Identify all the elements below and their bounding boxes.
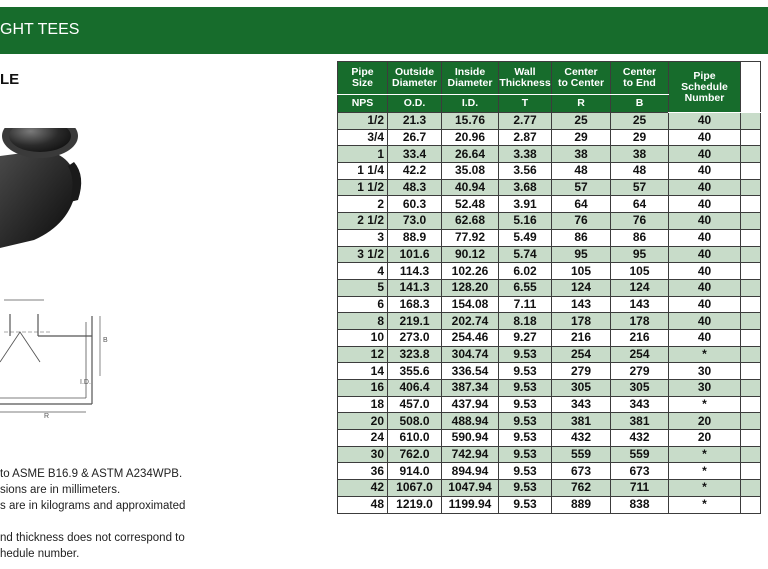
- cell-od: 610.0: [388, 430, 442, 447]
- cell-extra: [741, 146, 761, 163]
- cell-nps: 2: [338, 196, 388, 213]
- note-line: to ASME B16.9 & ASTM A234WPB.: [0, 468, 183, 480]
- header-schedule: Pipe Schedule Number: [669, 62, 741, 113]
- note-line: s are in kilograms and approximated: [0, 500, 186, 512]
- section-heading: LE: [0, 71, 20, 88]
- cell-r: 673: [552, 463, 611, 480]
- cell-od: 219.1: [388, 313, 442, 330]
- cell-nps: 30: [338, 446, 388, 463]
- cell-nps: 1: [338, 146, 388, 163]
- cell-id: 304.74: [442, 346, 499, 363]
- note-line: sions are in millimeters.: [0, 484, 121, 496]
- cell-t: 3.68: [499, 179, 552, 196]
- cell-nps: 48: [338, 496, 388, 513]
- cell-t: 9.27: [499, 329, 552, 346]
- subheader-b: B: [611, 95, 669, 113]
- cell-b: 381: [611, 413, 669, 430]
- cell-b: 25: [611, 113, 669, 130]
- cell-r: 381: [552, 413, 611, 430]
- cell-b: 76: [611, 213, 669, 230]
- cell-extra: [741, 246, 761, 263]
- cell-t: 9.53: [499, 346, 552, 363]
- header-nps: Pipe Size: [338, 62, 388, 95]
- table-row: [338, 346, 761, 363]
- cell-r: 29: [552, 129, 611, 146]
- cell-nps: 4: [338, 263, 388, 280]
- cell-od: 42.2: [388, 163, 442, 180]
- cell-b: 105: [611, 263, 669, 280]
- cell-t: 8.18: [499, 313, 552, 330]
- cell-id: 102.26: [442, 263, 499, 280]
- cell-extra: [741, 113, 761, 130]
- cell-nps: 1 1/4: [338, 163, 388, 180]
- cell-extra: [741, 163, 761, 180]
- cell-t: 9.53: [499, 363, 552, 380]
- cell-id: 62.68: [442, 213, 499, 230]
- cell-r: 64: [552, 196, 611, 213]
- cell-id: 35.08: [442, 163, 499, 180]
- cell-t: 7.11: [499, 296, 552, 313]
- subheader-nps: NPS: [338, 95, 388, 113]
- cell-nps: 6: [338, 296, 388, 313]
- cell-id: 1047.94: [442, 480, 499, 497]
- cell-schedule: 40: [669, 313, 741, 330]
- cell-extra: [741, 179, 761, 196]
- cell-extra: [741, 363, 761, 380]
- table-row: [338, 279, 761, 296]
- cell-t: 9.53: [499, 396, 552, 413]
- cell-extra: [741, 396, 761, 413]
- cell-t: 9.53: [499, 480, 552, 497]
- cell-t: 6.02: [499, 263, 552, 280]
- cell-id: 52.48: [442, 196, 499, 213]
- cell-id: 488.94: [442, 413, 499, 430]
- cell-t: 9.53: [499, 446, 552, 463]
- cell-od: 26.7: [388, 129, 442, 146]
- table-row: [338, 246, 761, 263]
- cell-b: 124: [611, 279, 669, 296]
- table-row: [338, 496, 761, 513]
- cell-schedule: 40: [669, 213, 741, 230]
- cell-schedule: 20: [669, 413, 741, 430]
- cell-extra: [741, 346, 761, 363]
- subheader-id: I.D.: [442, 95, 499, 113]
- cell-schedule: 40: [669, 196, 741, 213]
- cell-t: 5.74: [499, 246, 552, 263]
- cell-r: 178: [552, 313, 611, 330]
- cell-schedule: 20: [669, 430, 741, 447]
- cell-nps: 3: [338, 229, 388, 246]
- cell-od: 1067.0: [388, 480, 442, 497]
- cell-od: 323.8: [388, 346, 442, 363]
- cell-nps: 16: [338, 380, 388, 397]
- cell-nps: 1 1/2: [338, 179, 388, 196]
- cell-r: 762: [552, 480, 611, 497]
- cell-od: 48.3: [388, 179, 442, 196]
- cell-id: 590.94: [442, 430, 499, 447]
- cell-b: 95: [611, 246, 669, 263]
- cell-t: 3.38: [499, 146, 552, 163]
- cell-extra: [741, 296, 761, 313]
- cell-od: 60.3: [388, 196, 442, 213]
- cell-b: 38: [611, 146, 669, 163]
- cell-b: 143: [611, 296, 669, 313]
- cell-t: 6.55: [499, 279, 552, 296]
- cell-od: 141.3: [388, 279, 442, 296]
- cell-b: 216: [611, 329, 669, 346]
- cell-id: 77.92: [442, 229, 499, 246]
- cell-schedule: 40: [669, 296, 741, 313]
- table-row: [338, 146, 761, 163]
- cell-id: 1199.94: [442, 496, 499, 513]
- header-bar: [0, 7, 768, 54]
- cell-r: 216: [552, 329, 611, 346]
- cell-extra: [741, 279, 761, 296]
- cell-extra: [741, 496, 761, 513]
- cell-id: 40.94: [442, 179, 499, 196]
- subheader-r: R: [552, 95, 611, 113]
- cell-od: 33.4: [388, 146, 442, 163]
- cell-id: 26.64: [442, 146, 499, 163]
- cell-schedule: *: [669, 480, 741, 497]
- cell-schedule: 40: [669, 129, 741, 146]
- cell-r: 432: [552, 430, 611, 447]
- cell-b: 559: [611, 446, 669, 463]
- cell-r: 889: [552, 496, 611, 513]
- table-row: [338, 179, 761, 196]
- cell-schedule: 40: [669, 263, 741, 280]
- tee-photo-icon: [0, 128, 90, 278]
- cell-b: 838: [611, 496, 669, 513]
- table-row: [338, 396, 761, 413]
- table-row: [338, 430, 761, 447]
- cell-b: 305: [611, 380, 669, 397]
- cell-schedule: 40: [669, 179, 741, 196]
- cell-nps: 24: [338, 430, 388, 447]
- table-row: [338, 213, 761, 230]
- cell-id: 20.96: [442, 129, 499, 146]
- cell-nps: 12: [338, 346, 388, 363]
- table-row: [338, 113, 761, 130]
- cell-id: 437.94: [442, 396, 499, 413]
- cell-od: 101.6: [388, 246, 442, 263]
- drawing-label-r: R: [44, 413, 50, 420]
- table-row: [338, 129, 761, 146]
- cell-extra: [741, 329, 761, 346]
- cell-nps: 20: [338, 413, 388, 430]
- cell-t: 2.77: [499, 113, 552, 130]
- cell-nps: 3/4: [338, 129, 388, 146]
- cell-id: 154.08: [442, 296, 499, 313]
- table-row: [338, 363, 761, 380]
- cell-id: 336.54: [442, 363, 499, 380]
- cell-r: 38: [552, 146, 611, 163]
- subheader-od: O.D.: [388, 95, 442, 113]
- cell-t: 9.53: [499, 413, 552, 430]
- cell-schedule: 40: [669, 113, 741, 130]
- header-b: Center to End: [611, 62, 669, 95]
- cell-nps: 14: [338, 363, 388, 380]
- cell-id: 202.74: [442, 313, 499, 330]
- header-r: Center to Center: [552, 62, 611, 95]
- header-id: Inside Diameter: [442, 62, 499, 95]
- cell-nps: 5: [338, 279, 388, 296]
- cell-schedule: *: [669, 463, 741, 480]
- cell-id: 742.94: [442, 446, 499, 463]
- cell-schedule: 40: [669, 279, 741, 296]
- cell-od: 762.0: [388, 446, 442, 463]
- cell-schedule: 30: [669, 380, 741, 397]
- cell-t: 9.53: [499, 463, 552, 480]
- table-row: [338, 480, 761, 497]
- cell-id: 128.20: [442, 279, 499, 296]
- cell-id: 254.46: [442, 329, 499, 346]
- cell-extra: [741, 229, 761, 246]
- note-line: hedule number.: [0, 548, 80, 560]
- header-t: Wall Thickness: [499, 62, 552, 95]
- cell-extra: [741, 263, 761, 280]
- cell-t: 9.53: [499, 380, 552, 397]
- cell-schedule: *: [669, 446, 741, 463]
- cell-b: 343: [611, 396, 669, 413]
- page-title: GHT TEES: [0, 21, 80, 38]
- cell-id: 894.94: [442, 463, 499, 480]
- cell-b: 254: [611, 346, 669, 363]
- table-row: [338, 446, 761, 463]
- cell-id: 387.34: [442, 380, 499, 397]
- tee-drawing-icon: [0, 292, 115, 422]
- cell-od: 21.3: [388, 113, 442, 130]
- cell-t: 3.56: [499, 163, 552, 180]
- cell-t: 9.53: [499, 496, 552, 513]
- dimensions-table: [337, 61, 761, 514]
- cell-r: 76: [552, 213, 611, 230]
- cell-b: 57: [611, 179, 669, 196]
- cell-schedule: *: [669, 346, 741, 363]
- cell-r: 86: [552, 229, 611, 246]
- subheader-t: T: [499, 95, 552, 113]
- cell-b: 86: [611, 229, 669, 246]
- table-body: [338, 113, 761, 514]
- cell-schedule: 40: [669, 146, 741, 163]
- cell-b: 279: [611, 363, 669, 380]
- notes-block: [0, 466, 320, 562]
- cell-extra: [741, 413, 761, 430]
- cell-t: 2.87: [499, 129, 552, 146]
- cell-schedule: *: [669, 396, 741, 413]
- table-row: [338, 229, 761, 246]
- cell-r: 95: [552, 246, 611, 263]
- cell-od: 88.9: [388, 229, 442, 246]
- cell-od: 73.0: [388, 213, 442, 230]
- cell-r: 48: [552, 163, 611, 180]
- cell-r: 305: [552, 380, 611, 397]
- cell-extra: [741, 463, 761, 480]
- cell-nps: 2 1/2: [338, 213, 388, 230]
- cell-r: 343: [552, 396, 611, 413]
- cell-r: 124: [552, 279, 611, 296]
- cell-od: 273.0: [388, 329, 442, 346]
- table-row: [338, 463, 761, 480]
- cell-nps: 42: [338, 480, 388, 497]
- cell-nps: 10: [338, 329, 388, 346]
- cell-nps: 36: [338, 463, 388, 480]
- cell-od: 1219.0: [388, 496, 442, 513]
- note-line: nd thickness does not correspond to: [0, 532, 185, 544]
- cell-id: 90.12: [442, 246, 499, 263]
- table-row: [338, 380, 761, 397]
- table-row: [338, 413, 761, 430]
- cell-r: 559: [552, 446, 611, 463]
- cell-schedule: 30: [669, 363, 741, 380]
- cell-schedule: 40: [669, 246, 741, 263]
- cell-r: 25: [552, 113, 611, 130]
- cell-schedule: 40: [669, 329, 741, 346]
- cell-od: 457.0: [388, 396, 442, 413]
- table-row: [338, 163, 761, 180]
- cell-b: 673: [611, 463, 669, 480]
- cell-id: 15.76: [442, 113, 499, 130]
- cell-extra: [741, 213, 761, 230]
- cell-extra: [741, 380, 761, 397]
- cell-r: 254: [552, 346, 611, 363]
- header-extra: [741, 62, 761, 113]
- cell-r: 57: [552, 179, 611, 196]
- cell-b: 29: [611, 129, 669, 146]
- cell-extra: [741, 196, 761, 213]
- table-row: [338, 313, 761, 330]
- cell-od: 114.3: [388, 263, 442, 280]
- cell-extra: [741, 313, 761, 330]
- cell-b: 178: [611, 313, 669, 330]
- cell-nps: 18: [338, 396, 388, 413]
- table-row: [338, 296, 761, 313]
- cell-r: 143: [552, 296, 611, 313]
- table-row: [338, 329, 761, 346]
- cell-r: 105: [552, 263, 611, 280]
- table-row: [338, 196, 761, 213]
- cell-od: 168.3: [388, 296, 442, 313]
- cell-schedule: *: [669, 496, 741, 513]
- cell-extra: [741, 129, 761, 146]
- cell-schedule: 40: [669, 229, 741, 246]
- header-od: Outside Diameter: [388, 62, 442, 95]
- cell-nps: 1/2: [338, 113, 388, 130]
- cell-extra: [741, 430, 761, 447]
- drawing-label-b: B: [103, 337, 108, 344]
- cell-od: 508.0: [388, 413, 442, 430]
- cell-b: 64: [611, 196, 669, 213]
- cell-t: 3.91: [499, 196, 552, 213]
- cell-b: 48: [611, 163, 669, 180]
- cell-extra: [741, 480, 761, 497]
- cell-t: 9.53: [499, 430, 552, 447]
- cell-b: 711: [611, 480, 669, 497]
- table-row: [338, 263, 761, 280]
- table-header: [338, 62, 761, 113]
- cell-extra: [741, 446, 761, 463]
- cell-nps: 8: [338, 313, 388, 330]
- cell-b: 432: [611, 430, 669, 447]
- cell-t: 5.16: [499, 213, 552, 230]
- cell-nps: 3 1/2: [338, 246, 388, 263]
- cell-schedule: 40: [669, 163, 741, 180]
- cell-r: 279: [552, 363, 611, 380]
- cell-od: 355.6: [388, 363, 442, 380]
- drawing-label-id: I.D.: [80, 379, 91, 386]
- cell-od: 406.4: [388, 380, 442, 397]
- cell-t: 5.49: [499, 229, 552, 246]
- cell-od: 914.0: [388, 463, 442, 480]
